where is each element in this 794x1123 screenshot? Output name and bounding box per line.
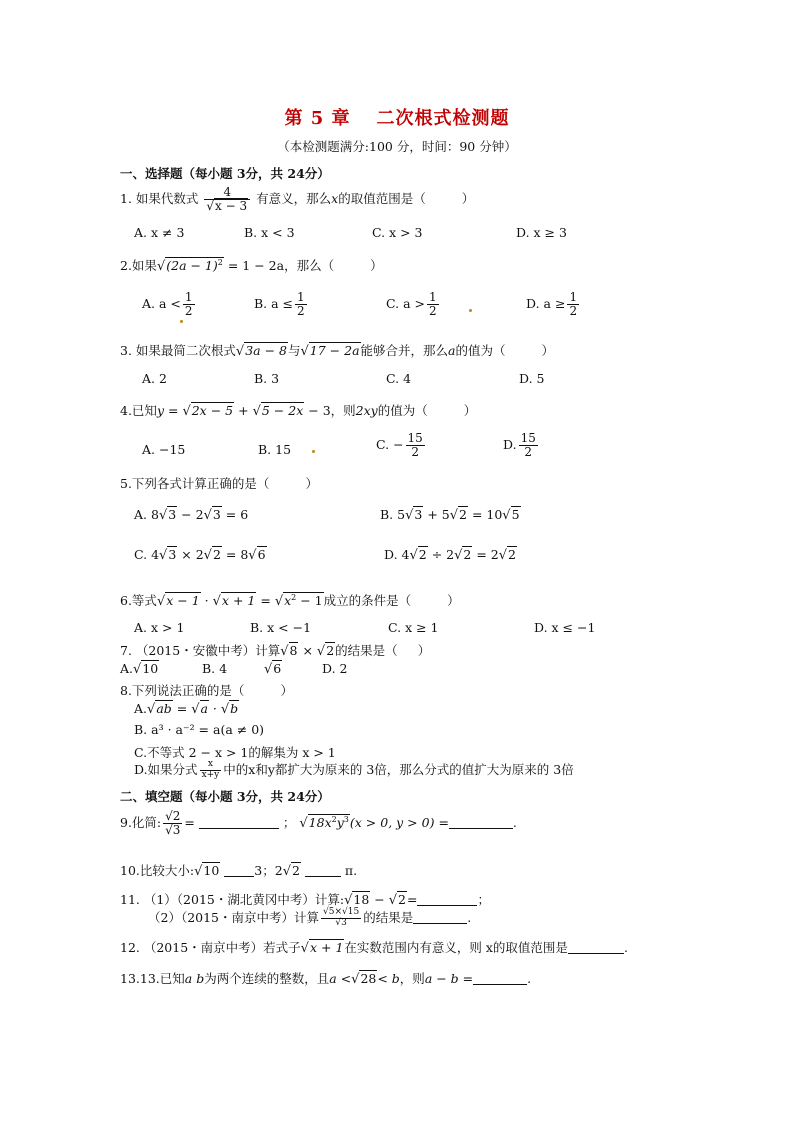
q4-option-b: B. 15 <box>258 442 292 457</box>
stray-mark <box>312 450 315 453</box>
q2-option-c: C. a > $\frac{1}{2}$ <box>386 290 437 319</box>
q4-option-d: D. $\frac{15}{2}$ <box>503 431 536 460</box>
question-9: 9.化简: $\frac{√2}{√3}$ = ； $√18x^2y^3(x > 0$, y > 0) = . <box>120 809 517 838</box>
q5-option-c: C. 4√3 × 2√2 = 8√6 <box>134 547 266 563</box>
q7-option-a: A.√10 <box>120 661 159 677</box>
question-13: 13.13.已知a b为两个连续的整数，且a <√28< b，则a − b = . <box>120 971 532 987</box>
q12-answer-blank[interactable] <box>568 941 624 954</box>
q3-option-d: D. 5 <box>519 371 545 386</box>
q13-answer-blank[interactable] <box>473 972 527 985</box>
question-10: 10.比较大小:√10 3；2√2 π. <box>120 863 358 879</box>
q1-option-d: D. x ≥ 3 <box>516 225 567 240</box>
stray-mark <box>180 320 183 323</box>
q1-option-a: A. x ≠ 3 <box>134 225 185 240</box>
section-heading-choice: 一、选择题（每小题 3分，共 24分） <box>120 166 330 181</box>
q7-option-d: D. 2 <box>322 661 348 676</box>
q4-option-a: A. −15 <box>142 442 186 457</box>
question-3: 3. 如果最简二次根式√3a − 8与√17 − 2a能够合并，那么a的值为（ ） <box>120 343 555 359</box>
question-12: 12. （2015・南京中考）若式子√x + 1在实数范围内有意义，则 x的取值范围是 . <box>120 940 628 956</box>
q6-option-c: C. x ≥ 1 <box>388 620 439 635</box>
page-subtitle: （本检测题满分:100 分，时间：90 分钟） <box>277 139 517 154</box>
q9-answer-blank-1[interactable] <box>199 816 279 829</box>
stray-mark <box>469 309 472 312</box>
q11-answer-blank-2[interactable] <box>413 911 467 924</box>
q9-answer-blank-2[interactable] <box>449 816 513 829</box>
question-1: 1. 如果代数式 $\frac{4}{√x - 3}$ 有意义，那么x的取值范围是（ ） <box>120 185 475 214</box>
q6-option-a: A. x > 1 <box>134 620 185 635</box>
q1-option-c: C. x > 3 <box>372 225 423 240</box>
question-5: 5.下列各式计算正确的是（ ） <box>120 476 318 491</box>
question-8: 8.下列说法正确的是（ ） <box>120 683 293 698</box>
q1-option-b: B. x < 3 <box>244 225 295 240</box>
q1-fraction: $\frac{4}{√x - 3}$ <box>204 186 250 213</box>
question-4: 4.已知y = √2x − 5 + √5 − 2x − 3，则2xy的值为（ ） <box>120 403 477 419</box>
q3-option-a: A. 2 <box>142 371 167 386</box>
q6-option-d: D. x ≤ −1 <box>534 620 596 635</box>
q10-answer-blank-2[interactable] <box>305 864 341 877</box>
question-11-part-2: （2）（2015・南京中考）计算 $\frac{√5\times√15}{√3}$ 的结果是 . <box>148 907 472 928</box>
q7-option-b: B. 4 <box>202 661 228 676</box>
q2-option-b: B. a ≤ $\frac{1}{2}$ <box>254 290 305 319</box>
q6-option-b: B. x < −1 <box>250 620 312 635</box>
q2-option-a: A. a < $\frac{1}{2}$ <box>142 290 193 319</box>
q8-option-d: D.如果分式 $\frac{x}{x+y}$ 中的x和y都扩大为原来的 3倍，那么分式的值扩大为原来的 3倍 <box>134 759 574 780</box>
q3-option-b: B. 3 <box>254 371 280 386</box>
question-7: 7. （2015・安徽中考）计算√8 × √2的结果是（ ） <box>120 643 431 659</box>
q2-option-d: D. a ≥ $\frac{1}{2}$ <box>526 290 578 319</box>
q3-option-c: C. 4 <box>386 371 412 386</box>
q8-option-a: A.√ab = √a · √b <box>134 701 239 717</box>
q8-option-c: C.不等式 2 − x > 1的解集为 x > 1 <box>134 745 336 760</box>
question-6: 6.等式$√x - 1 \cdot √x + 1 = √x^2 - 1$成立的条件是（ ） <box>120 592 460 609</box>
q5-option-d: D. 4√2 ÷ 2√2 = 2√2 <box>384 547 516 563</box>
page-title: 第 5 章 二次根式检测题 <box>284 108 510 129</box>
q7-option-c: √6 <box>264 661 282 677</box>
q11-answer-blank-1[interactable] <box>417 893 477 906</box>
q5-option-a: A. 8√3 − 2√3 = 6 <box>134 507 249 523</box>
q5-option-b: B. 5√3 + 5√2 = 10√5 <box>380 507 520 523</box>
q4-option-c: C. − $\frac{15}{2}$ <box>376 431 423 460</box>
q10-answer-blank-1[interactable] <box>224 864 254 877</box>
question-11-part-1: 11. （1）（2015・湖北黄冈中考）计算:√18 − √2= ； <box>120 892 490 908</box>
section-heading-fill: 二、填空题（每小题 3分，共 24分） <box>120 789 330 804</box>
question-2: 2.如果$√(2a - 1)^2 = 1 - 2a$，那么（ ） <box>120 257 383 274</box>
q8-option-b: B. a³ · a⁻² = a(a ≠ 0) <box>134 722 265 737</box>
